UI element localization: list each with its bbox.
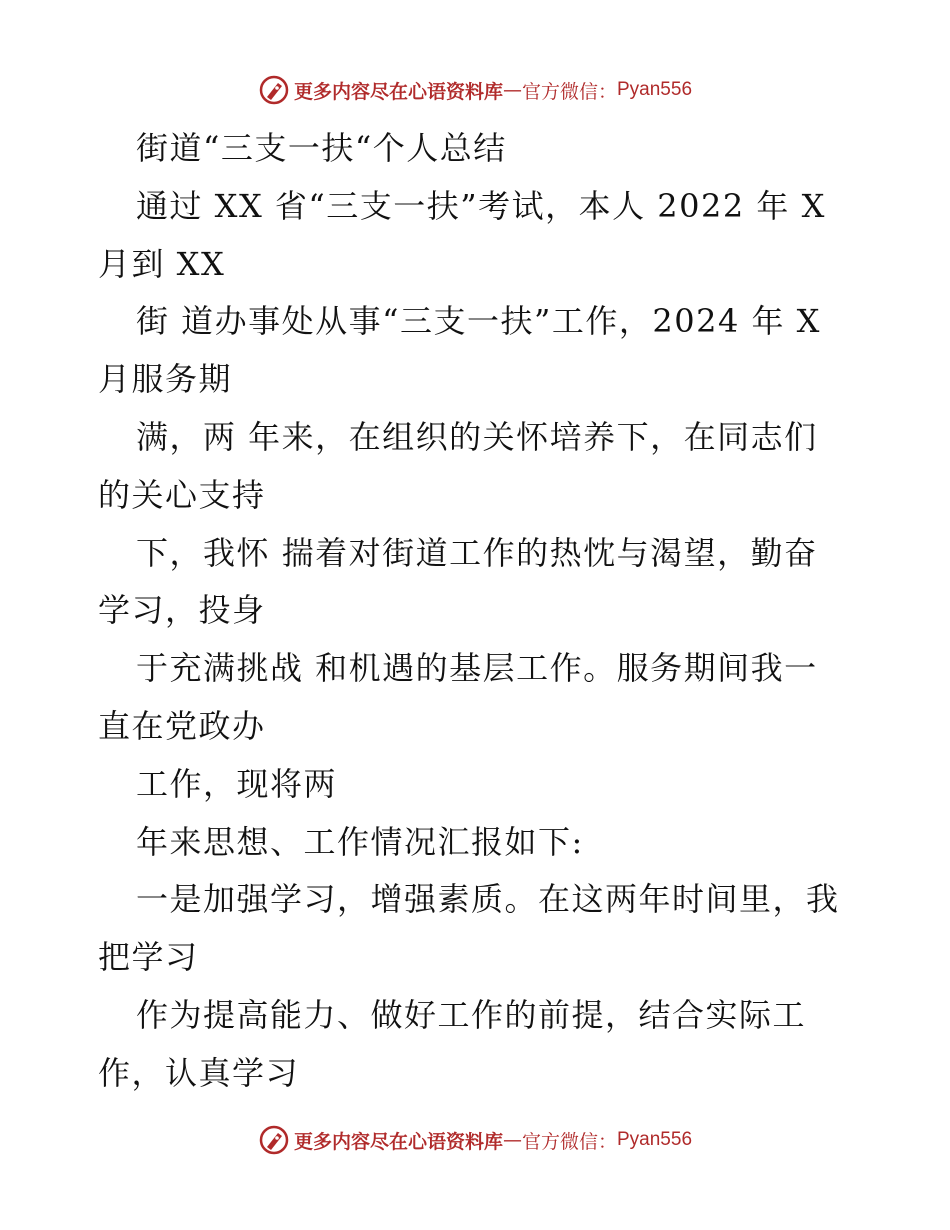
doc-line: 直在党政办 [98,706,266,745]
doc-line: 学习，投身 [98,591,266,630]
pen-nib-circle-icon [258,74,290,106]
doc-line: 月服务期 [98,360,233,399]
doc-line: 一是加强学习，增强素质。在这两年时间里，我 [136,880,840,919]
banner-dash: — [502,1129,522,1151]
header-banner [0,72,950,108]
banner-official-label: 官方微信： [521,80,617,103]
banner-wechat-id: Pyan556 [617,79,693,100]
doc-line: 下，我怀 揣着对街道工作的热忱与渴望，勤奋 [136,533,818,572]
doc-line: 于充满挑战 和机遇的基层工作。服务期间我一 [136,649,818,688]
footer-banner [0,1122,950,1158]
doc-line: 的关心支持 [98,475,266,514]
banner-dash: — [502,79,522,101]
document-body [98,120,858,1103]
pen-nib-circle-icon [258,1124,290,1156]
doc-line: 作，认真学习 [98,1053,300,1092]
doc-line: 年来思想、工作情况汇报如下: [136,822,584,861]
banner-brand-text: 更多内容尽在心语资料库 [293,1130,503,1153]
doc-line: 月到 XX [98,244,226,283]
doc-line: 作为提高能力、做好工作的前提，结合实际工 [136,995,807,1034]
doc-line: 街 道办事处从事“三支一扶”工作，2024 年 X [136,302,821,341]
doc-title: 街道“三支一扶“个人总结 [136,129,507,167]
doc-line: 满，两 年来，在组织的关怀培养下，在同志们 [136,417,818,456]
banner-wechat-id: Pyan556 [617,1129,693,1150]
banner-official-label: 官方微信： [521,1130,617,1153]
doc-line: 把学习 [98,938,199,977]
doc-line: 工作，现将两 [136,764,338,803]
banner-brand-text: 更多内容尽在心语资料库 [293,80,503,103]
doc-line: 通过 XX 省“三支一扶”考试，本人 2022 年 X [136,186,826,225]
